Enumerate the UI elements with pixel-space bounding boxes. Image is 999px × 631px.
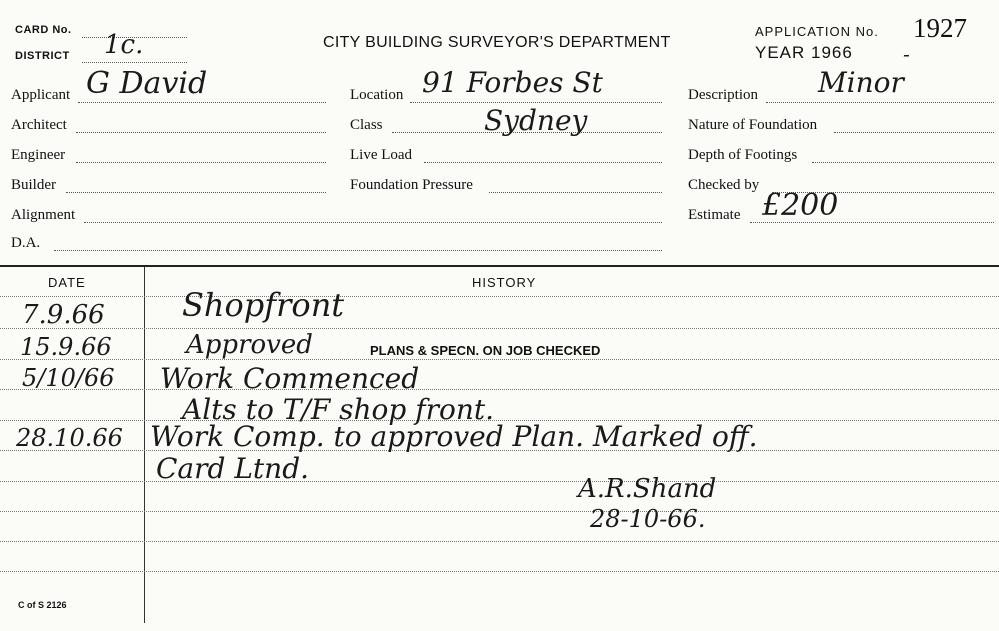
engineer-label: Engineer [11, 147, 66, 163]
district-line [82, 62, 187, 63]
history-header: HISTORY [472, 275, 537, 290]
plans-checked-stamp: PLANS & SPECN. ON JOB CHECKED [370, 343, 601, 358]
foundation-pressure-label: Foundation Pressure [350, 177, 473, 193]
signature-date: 28-10-66. [590, 505, 706, 533]
history-text: Work Commenced [160, 362, 420, 395]
depth-of-footings-line [812, 162, 994, 163]
history-date: 15.9.66 [20, 333, 112, 361]
district-value: 1c. [104, 30, 144, 60]
builder-line [66, 192, 326, 193]
year-label: YEAR 1966 [755, 43, 853, 62]
live-load-label: Live Load [350, 147, 413, 163]
date-header: DATE [48, 275, 86, 290]
description-label: Description [688, 87, 758, 103]
signature: A.R.Shand [578, 474, 717, 504]
da-label: D.A. [11, 235, 41, 251]
applicant-label: Applicant [11, 87, 71, 103]
architect-line [76, 132, 326, 133]
ruled-line [0, 511, 999, 512]
description-line [766, 102, 994, 103]
ruled-line [0, 481, 999, 482]
history-date: 7.9.66 [22, 300, 105, 330]
estimate-label: Estimate [688, 207, 741, 223]
live-load-line [424, 162, 662, 163]
alignment-label: Alignment [11, 207, 76, 223]
class-value: Sydney [484, 104, 588, 137]
estimate-value: £200 [762, 188, 839, 223]
ruled-line [0, 571, 999, 572]
card-no-label: CARD No. [15, 24, 72, 36]
section-divider [0, 265, 999, 267]
applicant-line [78, 102, 326, 103]
history-text: Alts to T/F shop front. [182, 393, 495, 426]
ruled-line [0, 359, 999, 360]
class-label: Class [350, 117, 383, 133]
ruled-line [0, 328, 999, 329]
foundation-pressure-line [489, 192, 662, 193]
form-code: C of S 2126 [18, 600, 67, 610]
engineer-line [76, 162, 326, 163]
department-title: CITY BUILDING SURVEYOR'S DEPARTMENT [323, 34, 671, 51]
date-column-divider [144, 267, 145, 623]
nature-of-foundation-line [834, 132, 994, 133]
history-text: Card Ltnd. [156, 452, 310, 485]
history-date: 28.10.66 [16, 424, 123, 452]
district-label: DISTRICT [15, 50, 70, 62]
alignment-line [84, 222, 662, 223]
ruled-line [0, 389, 999, 390]
ruled-line [0, 296, 999, 297]
history-date: 5/10/66 [22, 364, 115, 392]
applicant-value: G David [86, 66, 208, 101]
ruled-line [0, 541, 999, 542]
depth-of-footings-label: Depth of Footings [688, 147, 798, 163]
location-value: 91 Forbes St [422, 66, 603, 99]
builder-label: Builder [11, 177, 56, 193]
application-no-label: APPLICATION No. [755, 24, 879, 39]
architect-label: Architect [11, 117, 67, 133]
history-text: Work Comp. to approved Plan. Marked off. [150, 420, 758, 453]
history-text: Shopfront [182, 286, 345, 324]
da-line [54, 250, 662, 251]
nature-of-foundation-label: Nature of Foundation [688, 117, 818, 133]
description-value: Minor [818, 66, 904, 99]
location-line [410, 102, 662, 103]
year-dash: - [903, 42, 910, 66]
checked-by-label: Checked by [688, 177, 760, 193]
application-no-value: 1927 [913, 13, 967, 43]
location-label: Location [350, 87, 404, 103]
history-text: Approved [186, 330, 313, 360]
